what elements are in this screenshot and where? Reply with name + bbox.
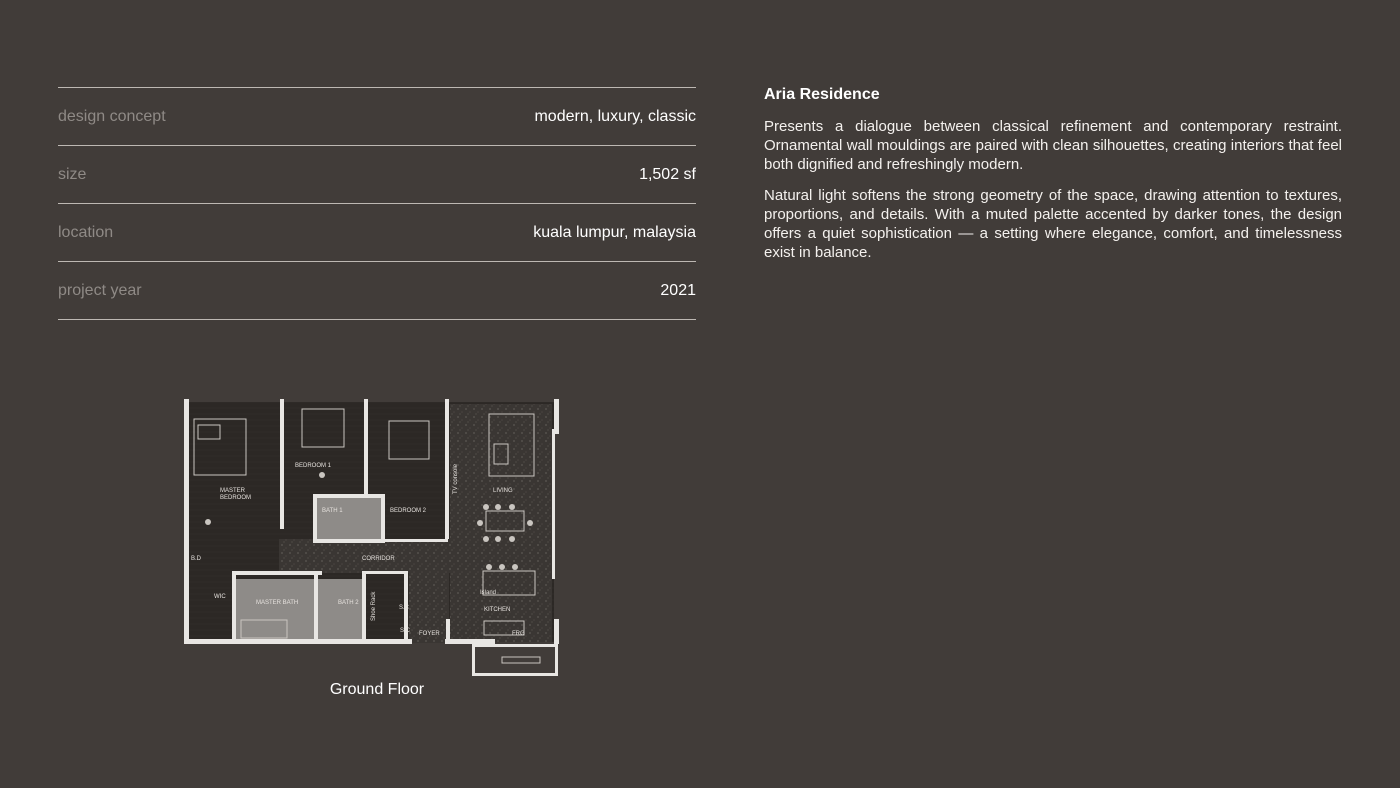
description-paragraph: Presents a dialogue between classical refinement and contemporary restraint. Ornamental wall mouldings are paired with clean silhouettes, creating interiors that feel both dignified and refreshingly modern.	[764, 118, 1342, 173]
spec-row-design-concept	[58, 87, 696, 145]
room-label-bd: B.D	[191, 556, 202, 562]
room-label-bath-1: BATH 1	[322, 508, 343, 514]
floor-plan-caption: Ground Floor	[329, 681, 425, 698]
bath2-floor	[318, 579, 362, 641]
room-label-bedroom-2: BEDROOM 2	[390, 508, 427, 514]
room-label-bedroom-1: BEDROOM 1	[295, 463, 332, 469]
spec-label: project year	[58, 281, 142, 299]
room-label-kitchen: KITCHEN	[484, 607, 511, 613]
spec-row-project-year	[58, 261, 696, 320]
spec-value: modern, luxury, classic	[534, 107, 696, 125]
room-label-foyer: FOYER	[419, 631, 440, 637]
room-label-sc-2: S.C	[400, 628, 411, 634]
room-label-bath-2: BATH 2	[338, 600, 359, 606]
room-label-living: LIVING	[493, 488, 513, 494]
spec-label: location	[58, 223, 114, 241]
spec-row-size	[58, 145, 696, 203]
project-specs-table	[58, 87, 696, 320]
spec-row-location	[58, 203, 696, 261]
room-label-master-bedroom: BEDROOM	[220, 495, 252, 501]
room-label-corridor: CORRIDOR	[362, 556, 395, 562]
spec-value: 2021	[660, 281, 696, 299]
project-description	[764, 86, 1342, 274]
room-label-tv-console: TV console	[453, 463, 459, 494]
room-label-wic: WIC	[214, 594, 226, 600]
room-label-sc-1: S.C	[399, 605, 410, 611]
spec-label: size	[58, 165, 87, 183]
room-label-island: Island	[480, 590, 497, 596]
master-bath-floor	[236, 579, 316, 641]
room-label-frg: FRG	[512, 631, 525, 637]
spec-value: 1,502 sf	[639, 165, 696, 183]
bath1-floor	[315, 496, 383, 542]
spec-label: design concept	[58, 107, 166, 125]
project-title: Aria Residence	[764, 86, 880, 103]
room-label-shoe-rack: Shoe Rack	[371, 591, 377, 621]
spec-value: kuala lumpur, malaysia	[533, 223, 696, 241]
description-paragraph: Natural light softens the strong geometry of the space, drawing attention to textures, proportions, and details. With a muted palette accented by darker tones, the design offers a quiet sophistication — a setting where elegance, comfort, and timelessness exist in balance.	[764, 187, 1342, 261]
floor-plan	[184, 399, 560, 679]
room-label-master: MASTER	[220, 488, 246, 494]
room-label-master-bath: MASTER BATH	[256, 600, 299, 606]
